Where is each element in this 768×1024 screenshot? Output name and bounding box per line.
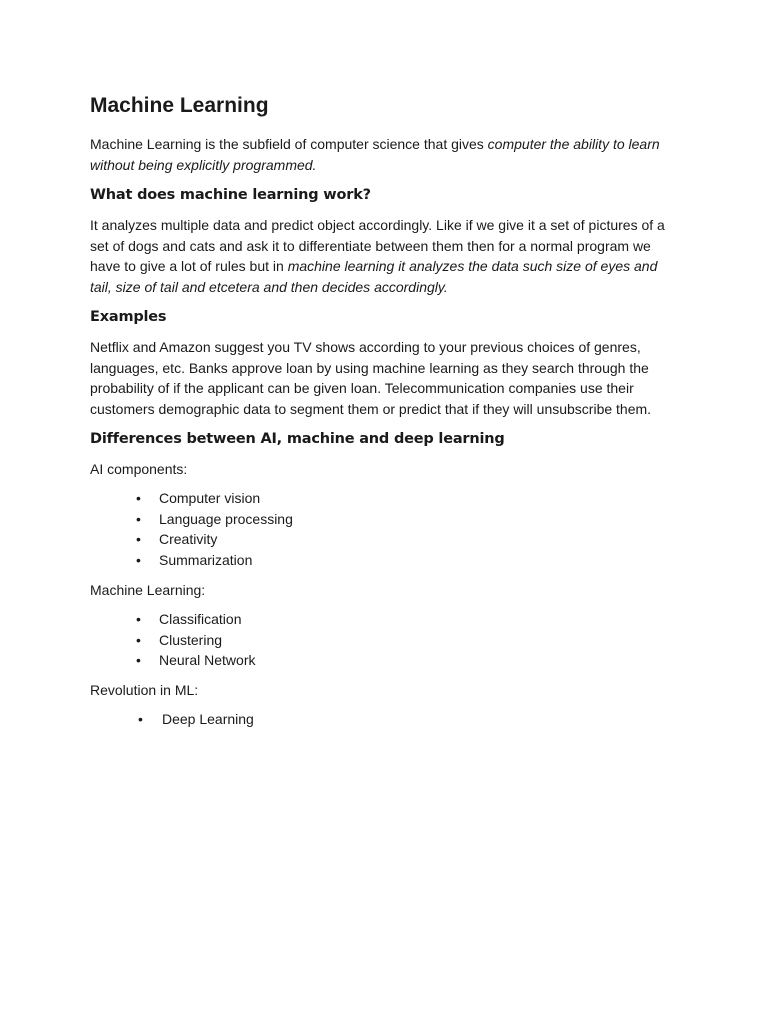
bullet-icon: • — [138, 710, 143, 727]
how-heading: What does machine learning work? — [90, 187, 371, 203]
intro-italic-text: computer the ability to learn without being explicitly programmed. — [90, 136, 660, 173]
examples-heading: Examples — [90, 309, 167, 325]
list-item — [90, 630, 680, 651]
bullet-icon: • — [136, 510, 141, 527]
list-item — [90, 488, 680, 509]
bullet-icon: • — [136, 531, 141, 548]
list-item — [90, 509, 680, 530]
list-item-text: Creativity — [159, 531, 218, 548]
list-item — [90, 529, 680, 550]
ai-components-label: AI components: — [90, 461, 188, 477]
list-item — [90, 650, 680, 671]
list-item-text: Summarization — [159, 552, 253, 569]
examples-paragraph: Netflix and Amazon suggest you TV shows according to your previous choices of genres, languages, etc. Banks approve loan by using machine learning as they search through the probability of if the applicant can be given loan. Telecommunication companies use their customers demographic data to segment them or predict that if they will unsubscribe them. — [90, 339, 652, 417]
list-item — [90, 609, 680, 630]
bullet-icon: • — [136, 610, 141, 627]
bullet-icon: • — [136, 552, 141, 569]
list-item — [90, 550, 680, 571]
ai-components-list — [90, 488, 680, 571]
document-page — [90, 92, 680, 739]
bullet-icon: • — [136, 490, 141, 506]
intro-paragraph — [90, 134, 680, 175]
machine-learning-label: Machine Learning: — [90, 581, 206, 598]
how-plain-text: It analyzes multiple data and predict object accordingly. Like if we give it a set of pictures of a set of dogs and cats and ask it to differentiate between them then for a normal program we have to give a lot of rules but in — [90, 217, 665, 274]
how-paragraph — [90, 215, 680, 297]
revolution-list — [90, 709, 680, 730]
list-item-text: Language processing — [159, 510, 293, 527]
list-item — [90, 709, 680, 730]
bullet-icon: • — [136, 631, 141, 648]
list-item-text: Neural Network — [159, 652, 256, 669]
list-item-text: Deep Learning — [162, 710, 254, 727]
intro-plain-text: Machine Learning is the subfield of computer science that gives — [90, 136, 488, 152]
list-item-text: Classification — [159, 610, 242, 627]
differences-heading: Differences between AI, machine and deep learning — [90, 431, 505, 447]
document-title: Machine Learning — [90, 94, 269, 117]
list-item-text: Computer vision — [159, 490, 261, 506]
how-italic-text: machine learning it analyzes the data such size of eyes and tail, size of tail and etcetera and then decides accordingly. — [90, 258, 658, 295]
machine-learning-list — [90, 609, 680, 671]
list-item-text: Clustering — [159, 631, 223, 648]
bullet-icon: • — [136, 652, 141, 669]
revolution-label: Revolution in ML: — [90, 681, 199, 698]
